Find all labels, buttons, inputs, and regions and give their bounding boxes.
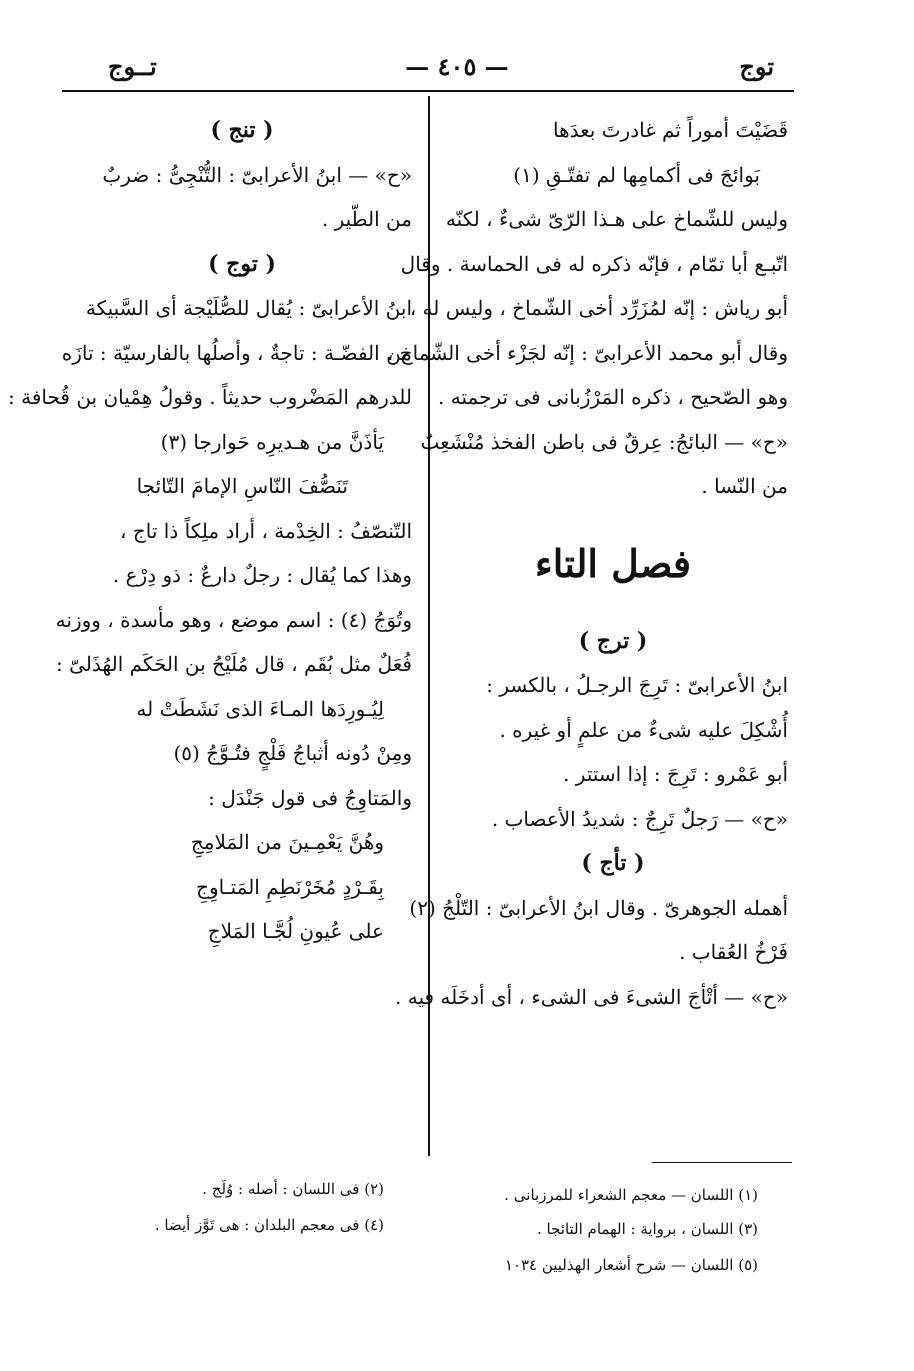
verse-line: بَوائجَ فى أكمامِها لم تفتّـقِ (١): [513, 162, 760, 187]
text-line: ابنُ الأعرابىّ : يُقال للصُّلَيْجة أى السَّبيكة: [85, 296, 412, 320]
text-line: وليس للشّماخ على هـذا الرّىّ شىءٌ ، لكنّه: [445, 207, 788, 231]
text-line: «ح» — البائجُ: عِرقٌ فى باطن الفخذ مُنْشَعِبٌ: [420, 429, 788, 454]
verse-line: تَنَصُّفَ النّاسِ الإمامَ التّائجا: [136, 474, 348, 498]
entry-heading: ( تأج ): [581, 850, 645, 876]
section-heading: فصل التاء: [534, 540, 692, 586]
text-line: وتُوَجُ (٤) : اسم موضع ، وهو مأسدة ، ووزنه: [55, 607, 412, 632]
running-head-left: تــوج: [108, 52, 157, 81]
text-line: من الطّير .: [321, 207, 412, 231]
text-line: «ح» — ابنُ الأعرابىّ : التُّنْجِىُّ : ضربٌ: [102, 162, 412, 187]
entry-heading: ( توج ): [208, 250, 276, 277]
left-column: [8, 108, 412, 954]
right-column: [386, 108, 788, 1019]
footnote-1: (١) اللسان — معجم الشعراء للمرزبانى .: [504, 1186, 758, 1204]
entry-heading: ( تنج ): [210, 117, 274, 143]
text-line: اتّبـع أبا تمّام ، فإنّه ذكره له فى الحماسة . وقال: [400, 251, 788, 276]
verse-line: يَأذَنَّ من هـديرِه حَوارجا (٣): [160, 429, 384, 454]
verse-line: بِقَـرْدٍ مُخَرْنَطِمِ المَتـاوِجِ: [196, 874, 384, 899]
header-rule: [62, 90, 794, 92]
verse-line: لِيُـورِدَها المـاءَ الذى نَشَطَتْ له: [136, 696, 384, 721]
text-line: «ح» — رَجلٌ تَرِجٌ : شديدُ الأعصاب .: [491, 806, 788, 831]
text-line: ومِنْ دُونه أثباجُ فَلْجٍ فتُـوَّجُ (٥): [173, 741, 412, 765]
text-line: أُشْكِلَ عليه شىءٌ من علمٍ أو غيره .: [499, 717, 788, 742]
text-line: من الفضّـة : تاجةٌ ، وأصلُها بالفارسيّة : تازَه: [61, 340, 412, 365]
text-line: وهو الصّحيح ، ذكره المَرْزُبانى فى ترجمته .: [438, 385, 788, 409]
page-number: — ٤٠٥ —: [405, 52, 509, 81]
text-line: فَرْخُ العُقاب .: [679, 940, 788, 964]
footnote-5: (٥) اللسان — شرح أشعار الهذليين ١٠٣٤: [504, 1256, 758, 1274]
text-line: وهذا كما يُقال : رجلٌ دارعٌ : ذو دِرْع .: [112, 563, 412, 587]
text-line: قَضَيْتَ أموراً ثم غادرتَ بعدَها: [553, 118, 788, 142]
text-line: «ح» — أتْأجَ الشىءَ فى الشىء ، أى أدخَلَه فيه .: [395, 984, 788, 1009]
text-line: التّنصّفُ : الخِدْمة ، أراد ملِكاً ذا تاج ،: [120, 518, 412, 543]
text-line: للدرهم المَضْروب حديثاً . وقولُ هِمْيان بن قُحافة :: [8, 385, 412, 409]
footnote-rule: [652, 1162, 792, 1163]
text-line: أبو رياش : إنّه لمُزَرِّد أخى الشّماخ ، وليس له ،: [409, 296, 788, 320]
verse-line: على عُيونِ لُجَّـا المَلاجِ: [207, 919, 384, 943]
footnote-3: (٣) اللسان ، برواية : الهمام التائجا .: [536, 1220, 758, 1238]
text-line: فُعَلٌ مثل بُقَم ، قال مُلَيْحُ بن الحَكَم الهُذَلىّ :: [56, 652, 412, 676]
footnote-4: (٤) فى معجم البلدان : هى تَوَّز أيضا .: [154, 1216, 384, 1234]
verse-line: وهُنَّ يَعْمِـينَ من المَلامِجِ: [190, 830, 384, 854]
text-line: أبو عَمْرو : تَرِجَ : إذا استتر .: [563, 762, 788, 786]
text-line: أهمله الجوهرىّ . وقال ابنُ الأعرابىّ : التّلْجُ (٢): [409, 895, 788, 920]
text-line: وقال أبو محمد الأعرابىّ : إنّه لجَزْء أخى الشّماخ ،: [386, 340, 788, 365]
text-line: والمَتاوِجُ فى قول جَنْدَل :: [208, 785, 412, 810]
entry-heading: ( ترج ): [578, 627, 648, 654]
footnote-2: (٢) فى اللسان : أصله : وُلَج .: [202, 1180, 384, 1198]
text-line: ابنُ الأعرابىّ : تَرِجَ الرجـلُ ، بالكسر :: [486, 673, 788, 697]
running-head-right: توج: [739, 52, 774, 81]
text-line: من النّسا .: [701, 474, 788, 498]
